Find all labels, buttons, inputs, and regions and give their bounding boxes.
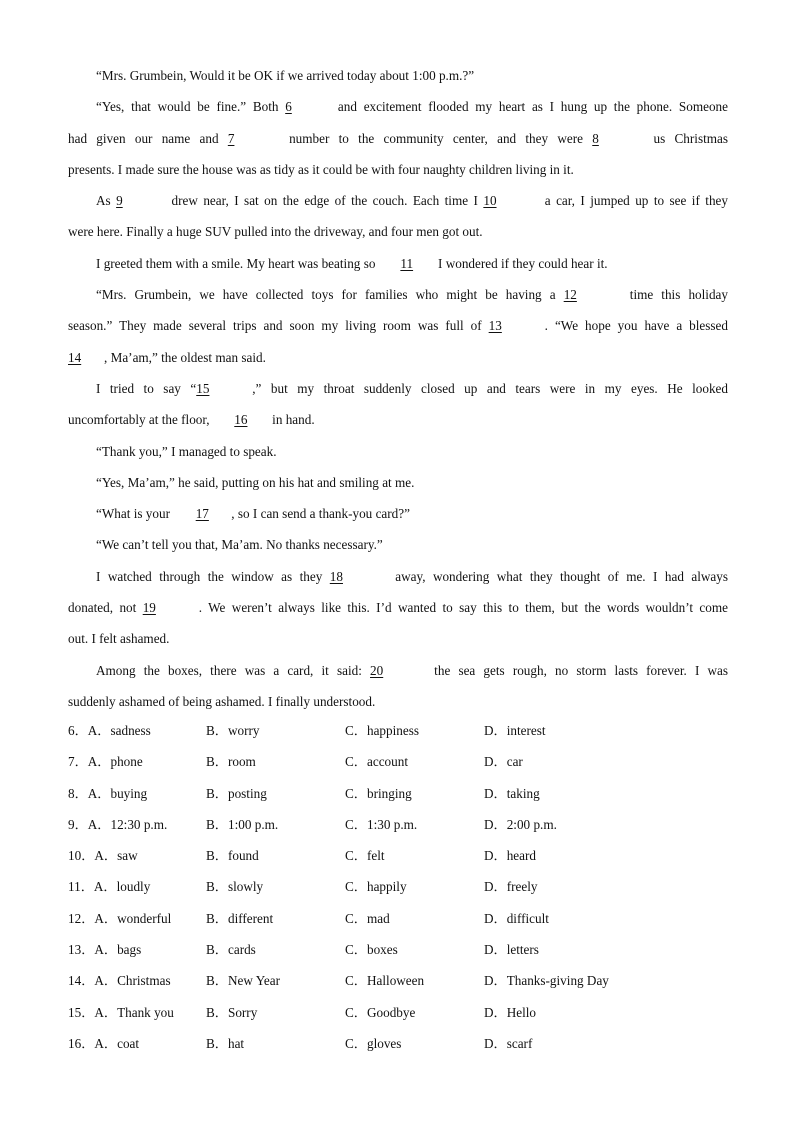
passage-text: the sea gets rough, no storm lasts forever. I was xyxy=(426,662,728,678)
passage-line xyxy=(68,658,728,689)
option-c: C．mad xyxy=(345,910,390,926)
option-d: D．car xyxy=(484,754,523,770)
option-b: B．found xyxy=(206,848,259,864)
passage-line xyxy=(68,219,728,250)
blank-16: 16 xyxy=(234,412,248,428)
passage-text: “Mrs. Grumbein, we have collected toys for families who might be having a xyxy=(96,287,564,303)
passage-text: had given our name and xyxy=(68,130,228,146)
question-row xyxy=(68,1031,728,1062)
passage-text: “Thank you,” I managed to speak. xyxy=(96,443,277,459)
question-row xyxy=(68,718,728,749)
question-number: 10． xyxy=(68,848,95,864)
option-c: C．felt xyxy=(345,848,385,864)
passage-text: and excitement flooded my heart as I hung up the phone. Someone xyxy=(331,99,728,115)
cloze-passage xyxy=(68,63,728,720)
blank-20: 20 xyxy=(370,662,384,678)
passage-text: donated, not xyxy=(68,600,143,616)
passage-text: us Christmas xyxy=(644,130,728,146)
passage-line xyxy=(68,94,728,125)
option-d: D．freely xyxy=(484,879,538,895)
question-row xyxy=(68,843,728,874)
passage-text: number to the community center, and they were xyxy=(279,130,593,146)
blank-6: 6 xyxy=(285,99,292,115)
option-a: 8．A．buying xyxy=(68,785,148,801)
passage-text: Among the boxes, there was a card, it said: xyxy=(96,662,371,678)
option-c: C．bringing xyxy=(345,785,412,801)
option-d: D．difficult xyxy=(484,910,549,926)
blank-12: 12 xyxy=(563,287,577,303)
option-c: C．1:30 p.m. xyxy=(345,816,418,832)
passage-text: “What is your xyxy=(96,506,174,522)
passage-text: presents. I made sure the house was as tidy as it could be with four naughty children living in it. xyxy=(68,161,574,177)
blank-10: 10 xyxy=(483,193,497,209)
passage-line xyxy=(68,345,728,376)
option-a: 11．A．loudly xyxy=(68,879,151,895)
passage-line xyxy=(68,626,728,657)
question-number: 12． xyxy=(68,910,95,926)
option-a: 15．A．Thank you xyxy=(68,1004,174,1020)
option-a: 16．A．coat xyxy=(68,1035,140,1051)
option-b: B．1:00 p.m. xyxy=(206,816,279,832)
option-c: C．Goodbye xyxy=(345,1004,416,1020)
option-a: 7．A．phone xyxy=(68,754,143,770)
blank-17: 17 xyxy=(195,506,209,522)
option-c: C．account xyxy=(345,754,408,770)
passage-line xyxy=(68,501,728,532)
option-c: C．gloves xyxy=(345,1035,402,1051)
question-row xyxy=(68,937,728,968)
option-a: 14．A．Christmas xyxy=(68,973,171,989)
option-b: B．posting xyxy=(206,785,267,801)
option-d: D．interest xyxy=(484,723,546,738)
option-c: C．happiness xyxy=(345,723,419,738)
option-a: 6．A．sadness xyxy=(68,723,151,738)
question-row xyxy=(68,968,728,999)
blank-18: 18 xyxy=(329,568,343,584)
passage-line xyxy=(68,157,728,188)
option-d: D．scarf xyxy=(484,1035,533,1051)
question-number: 11． xyxy=(68,879,94,895)
passage-line xyxy=(68,376,728,407)
question-row xyxy=(68,1000,728,1031)
passage-line xyxy=(68,595,728,626)
passage-text: a car, I jumped up to see if they xyxy=(539,193,728,209)
option-d: D．Hello xyxy=(484,1004,537,1020)
option-d: D．heard xyxy=(484,848,536,864)
question-number: 7． xyxy=(68,754,88,770)
passage-line xyxy=(68,63,728,94)
passage-text: in hand. xyxy=(268,412,315,428)
passage-line xyxy=(68,532,728,563)
passage-text: were here. Finally a huge SUV pulled into the driveway, and four men got out. xyxy=(68,224,483,240)
option-d: D．taking xyxy=(484,785,540,801)
question-number: 9． xyxy=(68,816,88,832)
question-number: 15． xyxy=(68,1004,95,1020)
option-b: B．Sorry xyxy=(206,1004,258,1020)
blank-14: 14 xyxy=(68,349,82,365)
passage-line xyxy=(68,470,728,501)
passage-line xyxy=(68,282,728,313)
passage-text: uncomfortably at the floor, xyxy=(68,412,213,428)
passage-text: away, wondering what they thought of me. I had always xyxy=(387,568,728,584)
blank-7: 7 xyxy=(227,130,235,146)
option-d: D．Thanks-giving Day xyxy=(484,973,609,989)
passage-text: drew near, I sat on the edge of the couch. Each time I xyxy=(166,193,484,209)
blank-9: 9 xyxy=(116,193,123,209)
passage-text: out. I felt ashamed. xyxy=(68,631,170,647)
passage-line xyxy=(68,439,728,470)
blank-15: 15 xyxy=(196,380,210,396)
passage-text: I greeted them with a smile. My heart was beating so xyxy=(96,255,379,271)
question-number: 14． xyxy=(68,973,95,989)
blank-13: 13 xyxy=(488,318,502,334)
passage-text: “Yes, that would be fine.” Both xyxy=(96,99,286,115)
option-b: B．slowly xyxy=(206,879,264,895)
passage-text: “Mrs. Grumbein, Would it be OK if we arrived today about 1:00 p.m.?” xyxy=(96,68,475,83)
option-b: B．room xyxy=(206,754,256,770)
option-c: C．boxes xyxy=(345,942,398,958)
passage-line xyxy=(68,126,728,157)
passage-text: As xyxy=(96,193,117,209)
passage-line xyxy=(68,188,728,219)
passage-text: ,” but my throat suddenly closed up and tears were in my eyes. He looked xyxy=(252,380,728,396)
question-row xyxy=(68,749,728,780)
option-b: B．cards xyxy=(206,942,256,958)
option-c: C．happily xyxy=(345,879,407,895)
option-b: B．hat xyxy=(206,1035,245,1051)
question-number: 13． xyxy=(68,942,95,958)
question-number: 8． xyxy=(68,785,88,801)
blank-8: 8 xyxy=(592,130,599,146)
option-d: D．letters xyxy=(484,942,539,958)
question-row xyxy=(68,874,728,905)
passage-text: I tried to say “ xyxy=(96,380,197,396)
question-row xyxy=(68,781,728,812)
passage-text: “We can’t tell you that, Ma’am. No thanks necessary.” xyxy=(96,537,383,553)
blank-19: 19 xyxy=(142,600,156,616)
passage-text: . “We hope you have a blessed xyxy=(544,318,728,334)
passage-text: I watched through the window as they xyxy=(96,568,330,584)
option-b: B．worry xyxy=(206,723,260,738)
question-number: 6． xyxy=(68,723,88,738)
passage-text: . We weren’t always like this. I’d wanted to say this to them, but the words wouldn’t come xyxy=(198,600,728,616)
passage-line xyxy=(68,407,728,438)
question-row xyxy=(68,812,728,843)
option-b: B．New Year xyxy=(206,973,280,989)
passage-line xyxy=(68,564,728,595)
option-a: 10．A．saw xyxy=(68,848,138,864)
passage-text: time this holiday xyxy=(621,287,728,303)
passage-line xyxy=(68,689,728,720)
option-a: 12．A．wonderful xyxy=(68,910,172,926)
passage-text: , so I can send a thank-you card?” xyxy=(231,506,410,522)
option-a: 9．A．12:30 p.m. xyxy=(68,816,168,832)
passage-text: , Ma’am,” the oldest man said. xyxy=(104,349,266,365)
passage-text: “Yes, Ma’am,” he said, putting on his hat and smiling at me. xyxy=(96,474,415,490)
question-number: 16． xyxy=(68,1035,95,1051)
answer-options xyxy=(68,718,728,1062)
blank-11: 11 xyxy=(400,255,414,271)
option-b: B．different xyxy=(206,910,274,926)
passage-line xyxy=(68,251,728,282)
passage-text: I wondered if they could hear it. xyxy=(434,255,608,271)
question-row xyxy=(68,906,728,937)
option-a: 13．A．bags xyxy=(68,942,142,958)
option-c: C．Halloween xyxy=(345,973,425,989)
option-d: D．2:00 p.m. xyxy=(484,816,557,832)
passage-text: suddenly ashamed of being ashamed. I finally understood. xyxy=(68,693,376,709)
passage-line xyxy=(68,313,728,344)
passage-text: season.” They made several trips and soon my living room was full of xyxy=(68,318,489,334)
